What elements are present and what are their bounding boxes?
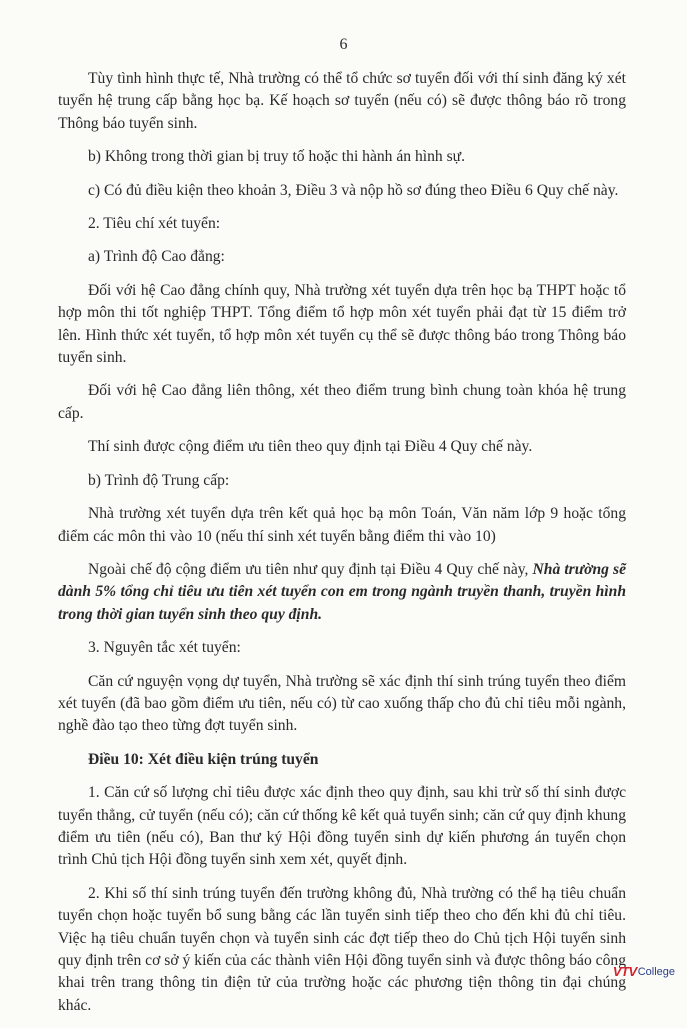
document-body	[58, 68, 626, 1028]
paragraph-condition-b: b) Không trong thời gian bị truy tố hoặc thi hành án hình sự.	[88, 148, 466, 166]
paragraph-intermediate-criteria: Nhà trường xét tuyển dựa trên kết quả học bạ môn Toán, Văn năm lớp 9 hoặc tổng điểm các môn thi vào 10 (nếu thí sinh xét tuyển bằng điểm thi vào 10)	[58, 505, 626, 545]
paragraph-pre-screening: Tùy tình hình thực tế, Nhà trường có thể tổ chức sơ tuyển đối với thí sinh đăng ký xét tuyển hệ trung cấp bằng học bạ. Kế hoạch sơ tuyển (nếu có) sẽ được thông báo rõ trong Thông báo tuyển sinh.	[58, 70, 626, 132]
paragraph-condition-c: c) Có đủ điều kiện theo khoản 3, Điều 3 và nộp hồ sơ đúng theo Điều 6 Quy chế này.	[88, 181, 619, 199]
subsection-college-heading: a) Trình độ Cao đẳng:	[88, 248, 225, 266]
paragraph-article-10-clause-2: 2. Khi số thí sinh trúng tuyển đến trường không đủ, Nhà trường có thể hạ tiêu chuẩn tuyển chọn hoặc tuyển bổ sung bằng các lần tuyển sinh tiếp theo cho đến khi đủ chỉ tiêu. Việc hạ tiêu chuẩn tuyển chọn và tuyển sinh các đợt tiếp theo do Chủ tịch Hội tuyển sinh quy định trên cơ sở ý kiến của các thành viên Hội đồng tuyển sinh và được thông báo công khai trên trang thông tin điện tử của trường hoặc các phương tiện thông tin đại chúng khác.	[58, 884, 626, 1014]
paragraph-article-10-clause-1: 1. Căn cứ số lượng chỉ tiêu được xác định theo quy định, sau khi trừ số thí sinh được tuyển thẳng, cử tuyển (nếu có); căn cứ thống kê kết quả tuyển sinh; căn cứ quy định khung điểm ưu tiên (nếu có), Ban thư ký Hội đồng tuyển sinh dự kiến phương án tuyển chọn trình Chủ tịch Hội đồng tuyển sinh xem xét, quyết định.	[58, 784, 626, 869]
paragraph-college-regular: Đối với hệ Cao đẳng chính quy, Nhà trường xét tuyển dựa trên học bạ THPT hoặc tổ hợp môn thi tốt nghiệp THPT. Tổng điểm tổ hợp môn xét tuyển phải đạt từ 15 điểm trở lên. Hình thức xét tuyển, tổ hợp môn xét tuyển cụ thể sẽ được thông báo trong Thông báo tuyển sinh.	[58, 281, 626, 367]
paragraph-principles: Căn cứ nguyện vọng dự tuyển, Nhà trường sẽ xác định thí sinh trúng tuyển theo điểm xét tuyển (đã bao gồm điểm ưu tiên, nếu có) từ cao xuống thấp cho đủ chỉ tiêu mỗi ngành, nghề đào tạo theo từng đợt tuyển sinh.	[58, 672, 626, 735]
priority-lead-text: Ngoài chế độ cộng điểm ưu tiên như quy định tại Điều 4 Quy chế này,	[88, 560, 533, 578]
priority-emphasis-text: Nhà trường sẽ dành 5% tổng chỉ tiêu ưu tiên xét tuyển con em trong ngành truyền thanh, truyền hình trong thời gian tuyển sinh theo quy định.	[58, 560, 626, 623]
paragraph-college-bridge: Đối với hệ Cao đẳng liên thông, xét theo điểm trung bình chung toàn khóa hệ trung cấp.	[58, 382, 626, 422]
article-10-heading: Điều 10: Xét điều kiện trúng tuyển	[88, 750, 319, 768]
paragraph-priority-points: Thí sinh được cộng điểm ưu tiên theo quy định tại Điều 4 Quy chế này.	[88, 438, 533, 456]
section-criteria-heading: 2. Tiêu chí xét tuyển:	[88, 215, 221, 233]
paragraph-priority-quota	[58, 559, 626, 626]
page-number: 6	[339, 36, 348, 53]
section-principles-heading: 3. Nguyên tắc xét tuyển:	[88, 639, 241, 657]
vtv-college-logo	[613, 964, 675, 979]
subsection-intermediate-heading: b) Trình độ Trung cấp:	[88, 471, 230, 489]
logo-suffix: College	[637, 965, 675, 978]
logo-brand: VTV	[612, 964, 637, 979]
